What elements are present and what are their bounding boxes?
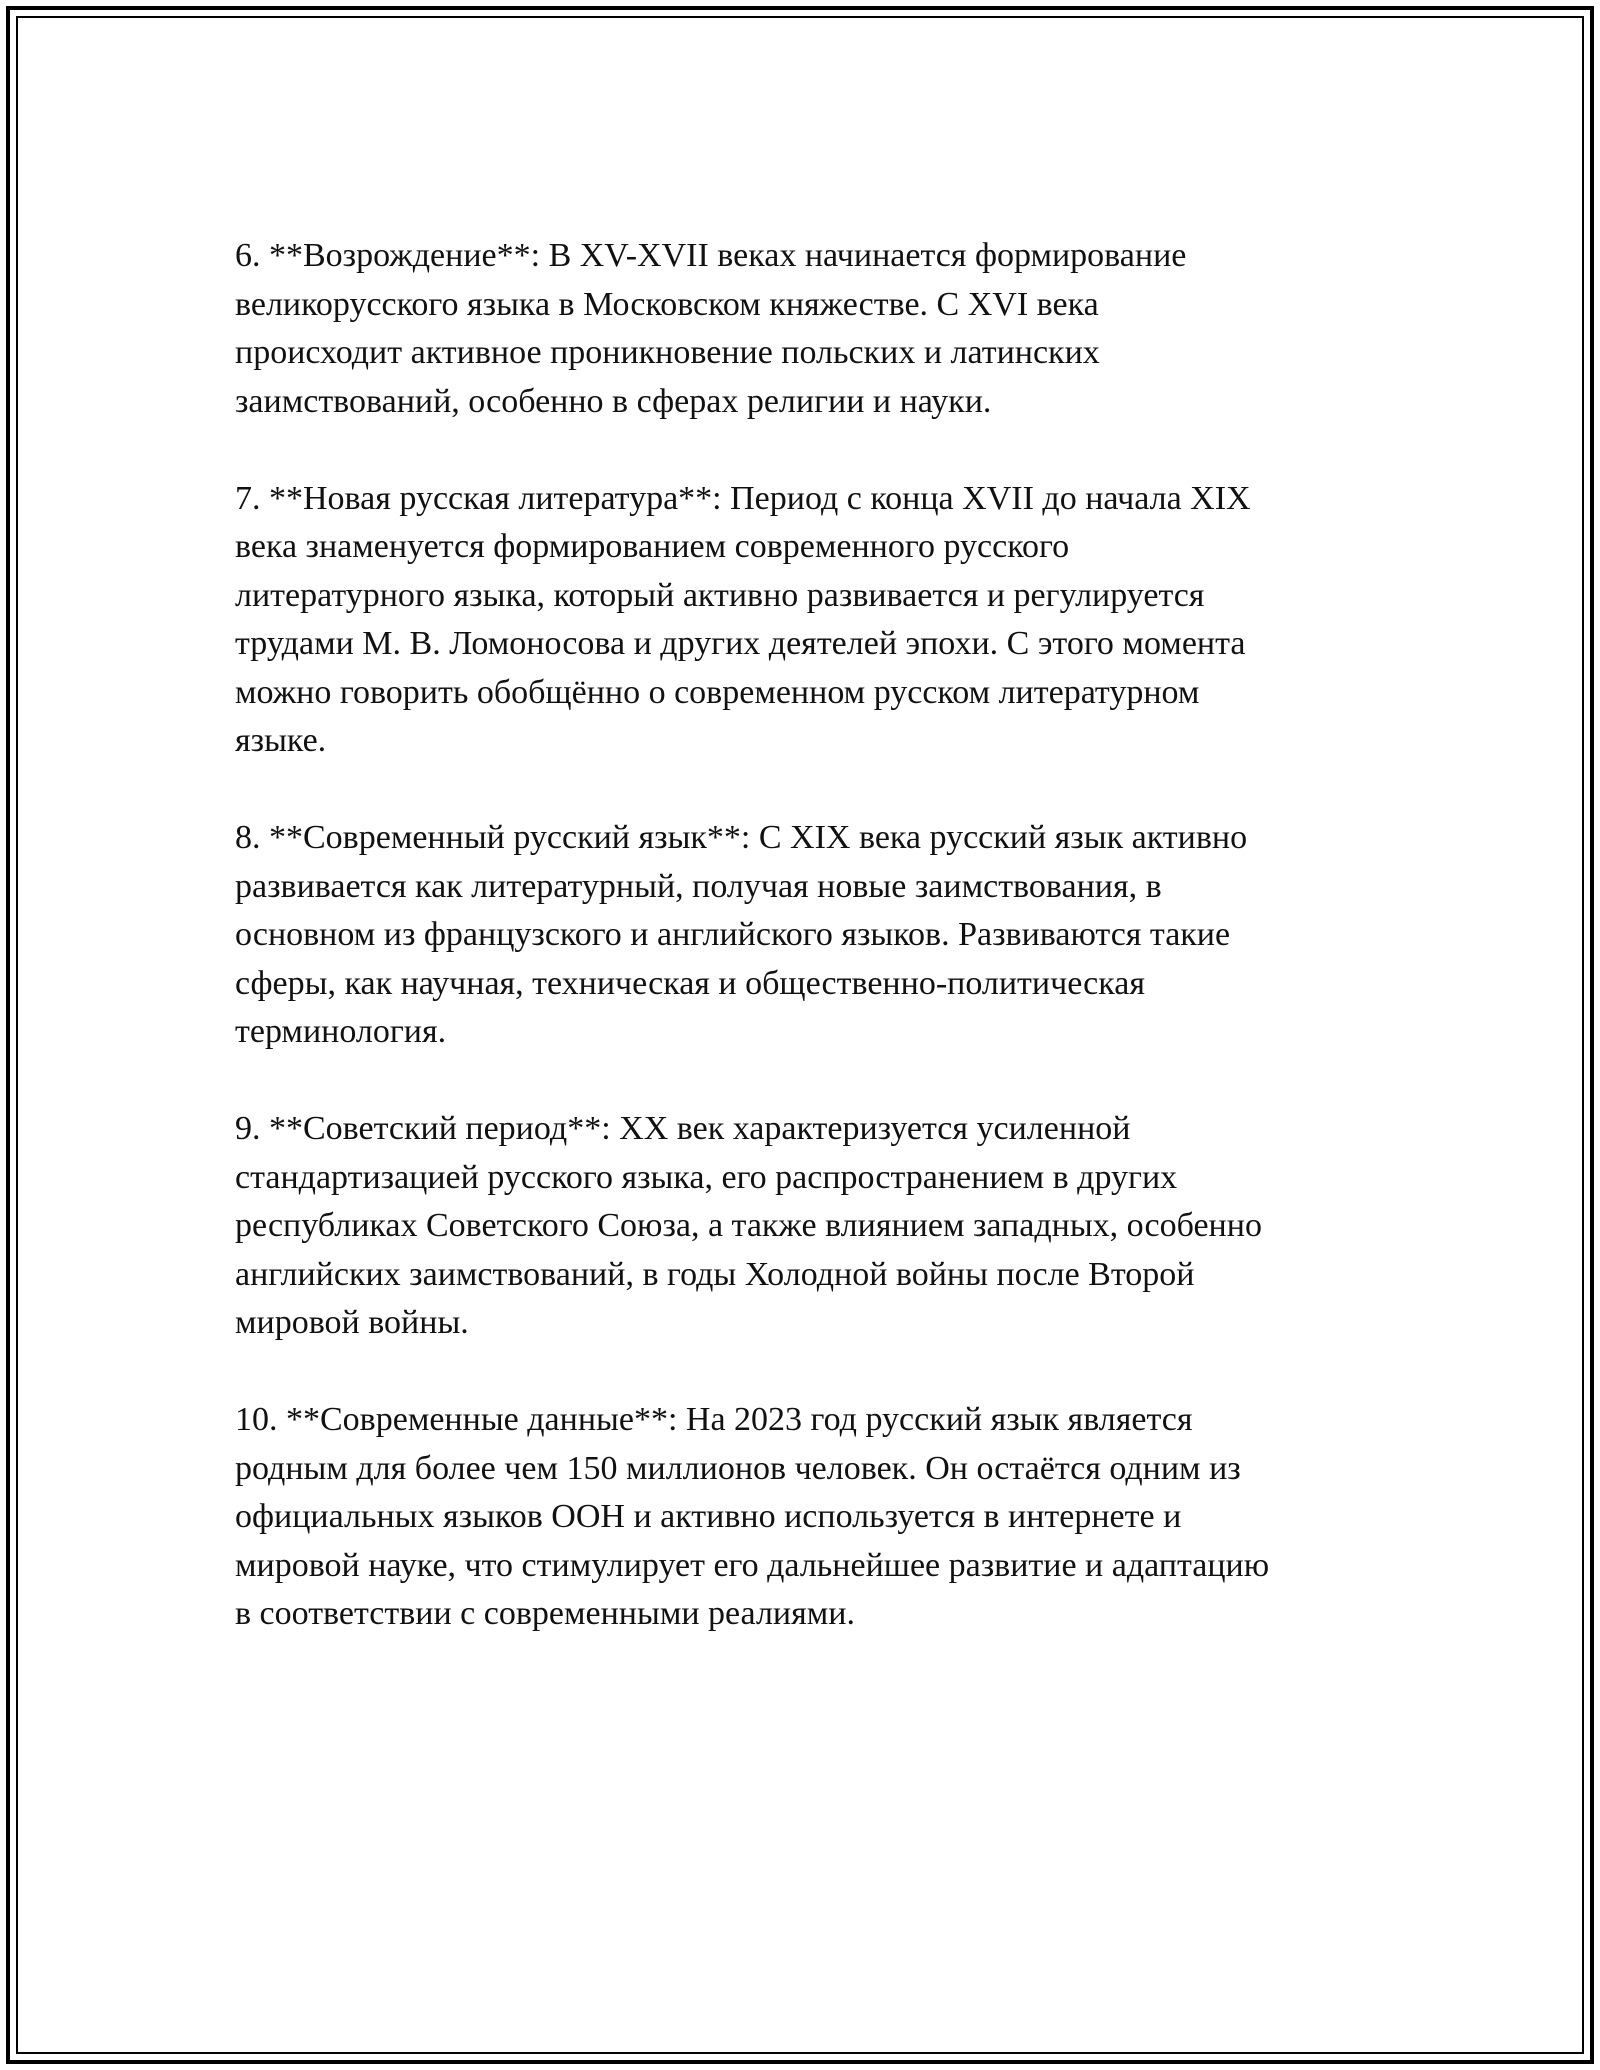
paragraph-current-data: 10. **Современные данные**: На 2023 год русский язык является родным для более чем 150 миллионов человек. Он остаётся одним из официальных языков ООН и активно используется в интернете и мировой науке, что стимулирует его дальнейшее развитие и адаптацию в соответствии с современными реалиями. xyxy=(235,1401,1270,1632)
paragraph-new-russian-literature: 7. **Новая русская литература**: Период с конца XVII до начала XIX века знаменуется формированием современного русского литературного языка, который активно развивается и регулируется трудами М. В. Ломоносова и других деятелей эпохи. С этого момента можно говорить обобщённо о современном русском литературном языке. xyxy=(235,479,1251,759)
paragraph-modern-russian-language: 8. **Современный русский язык**: С XIX века русский язык активно развивается как литературный, получая новые заимствования, в основном из французского и английского языков. Развиваются такие сферы, как научная, техническая и общественно-политическая терминология. xyxy=(235,819,1248,1050)
paragraph-soviet-period: 9. **Советский период**: XX век характеризуется усиленной стандартизацией русского языка, его распространением в других республиках Советского Союза, а также влиянием западных, особенно английских заимствований, в годы Холодной войны после Второй мировой войны. xyxy=(235,1110,1262,1341)
paragraph-renaissance: 6. **Возрождение**: В XV-XVII веках начинается формирование великорусского языка в Московском княжестве. С XVI века происходит активное проникновение польских и латинских заимствований, особенно в сферах религии и науки. xyxy=(235,237,1187,420)
document-body xyxy=(235,232,1370,1687)
